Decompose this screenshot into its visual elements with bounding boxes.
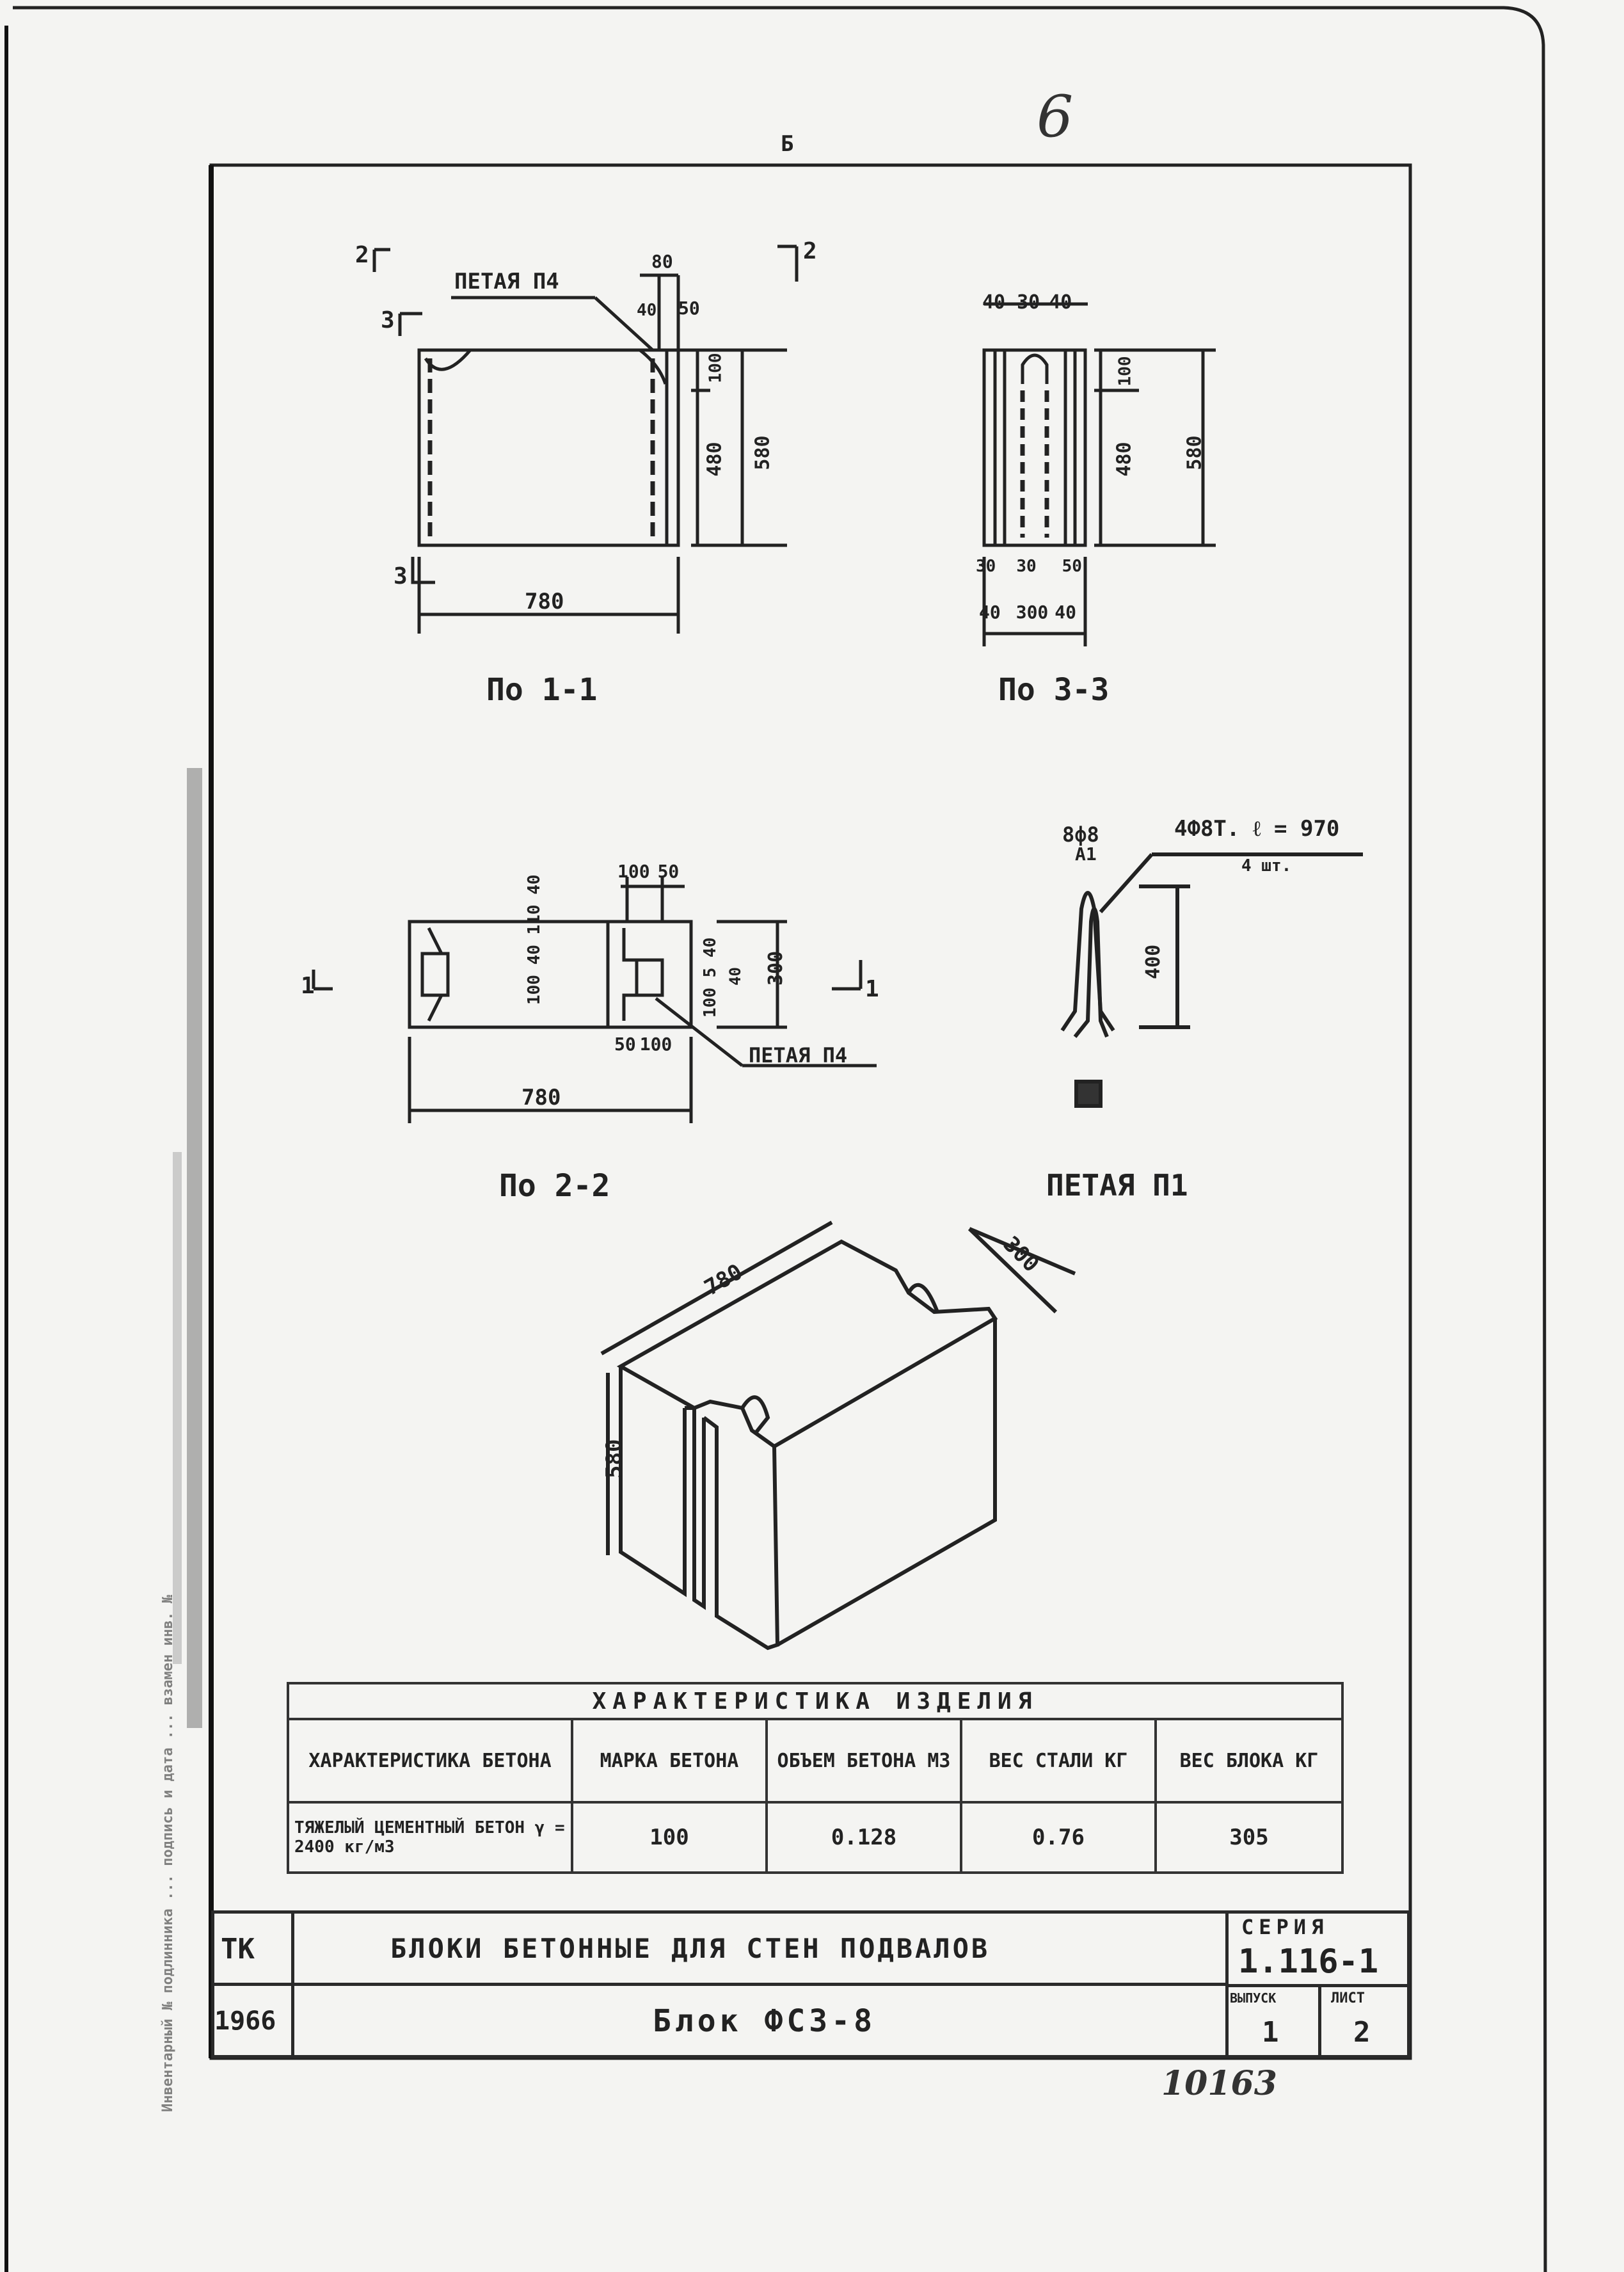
- iso-dim-780: 780: [700, 1259, 747, 1301]
- view-2-dim-top: [617, 861, 679, 882]
- loop-spec-top: 8ф8: [1062, 822, 1099, 847]
- sheet-letter: Б: [781, 131, 794, 157]
- view-2-caption: По 2-2: [499, 1168, 610, 1204]
- view-2-dim-40a: 40: [525, 945, 544, 965]
- view-3-dim-100: 100: [1115, 356, 1135, 387]
- view-3-dim-40c: 40: [979, 602, 1001, 623]
- view-2-dim-40b: 40: [525, 874, 544, 895]
- loop-caption: ПЕТАЯ П1: [1046, 1168, 1188, 1203]
- title-block-row-divider: [211, 1983, 1229, 1986]
- title-block-org: ТК: [221, 1933, 255, 1965]
- view-3-dim-580: 580: [1183, 435, 1206, 470]
- view-2-dim-bottom: [614, 1034, 672, 1055]
- view-2-dim-40c: 40: [701, 937, 720, 958]
- view-2-dim-50b: 50: [614, 1034, 636, 1055]
- section-mark-3-top: 3: [381, 307, 395, 333]
- view-3-dim-30b: 30: [1016, 557, 1037, 576]
- section-mark-3-bottom: 3: [394, 563, 408, 589]
- title-block-title: БЛОКИ БЕТОННЫЕ ДЛЯ СТЕН ПОДВАЛОВ: [390, 1933, 991, 1964]
- view-3-dim-top: [982, 291, 1072, 314]
- view-3-dim-30: 30: [1017, 291, 1040, 314]
- view-2-dim-300: 300: [765, 950, 787, 986]
- spec-cell-concrete-type: ТЯЖЕЛЫЙ ЦЕМЕНТНЫЙ БЕТОН γ = 2400 кг/м3: [288, 1802, 572, 1873]
- view-2-dim-100d: 100: [639, 1034, 673, 1055]
- loop-dim-400: 400: [1142, 944, 1165, 979]
- section-mark-2-left: 2: [355, 242, 369, 268]
- spec-header-block-weight: ВЕС БЛОКА КГ: [1156, 1719, 1342, 1802]
- view-3-dim-480: 480: [1113, 442, 1136, 477]
- view-1-dim-40: 40: [637, 301, 657, 320]
- product-spec-table: [287, 1682, 1344, 1874]
- title-block-issue-divider: [1318, 1984, 1321, 2058]
- view-1-dim-780: 780: [525, 589, 564, 614]
- title-block-sheet-value: 2: [1353, 2016, 1371, 2049]
- view-1-dim-100: 100: [706, 353, 726, 383]
- spec-cell-block-weight: 305: [1156, 1802, 1342, 1873]
- view-3-dim-bottom-row2: [979, 602, 1076, 623]
- view-3-dim-50: 50: [1062, 557, 1082, 576]
- title-block-issue-value: 1: [1262, 2016, 1279, 2049]
- spec-cell-concrete-volume: 0.128: [767, 1802, 961, 1873]
- view-1-dim-580: 580: [751, 435, 774, 470]
- title-block-col-divider-left: [291, 1910, 294, 2058]
- section-mark-2-right: 2: [803, 238, 817, 264]
- loop-spec-callout-sub: 4 шт.: [1241, 856, 1292, 876]
- title-block-year: 1966: [214, 2006, 276, 2036]
- title-block-subtitle: Блок ФС3-8: [653, 2003, 876, 2039]
- section-mark-1-right: 1: [865, 976, 879, 1002]
- view-2-dim-100c: 100: [701, 988, 720, 1018]
- view-1-dim-480: 480: [703, 442, 726, 477]
- handwritten-page-number: 6: [1037, 83, 1074, 150]
- spec-table-title: ХАРАКТЕРИСТИКА ИЗДЕЛИЯ: [288, 1683, 1342, 1719]
- title-block-series-value: 1.116-1: [1238, 1942, 1379, 1981]
- view-3-dim-300: 300: [1015, 602, 1049, 623]
- title-block-series-label: СЕРИЯ: [1241, 1915, 1329, 1939]
- view-3-dim-40b: 40: [1049, 291, 1072, 314]
- archive-stamp-number: 10163: [1161, 2064, 1277, 2103]
- view-1-dim-80: 80: [651, 251, 673, 272]
- loop-spec-callout: 4Ф8Т. ℓ = 970: [1174, 816, 1340, 842]
- spec-header-steel-weight: ВЕС СТАЛИ КГ: [961, 1719, 1156, 1802]
- view-1-caption: По 1-1: [486, 672, 598, 708]
- title-block-sheet-label: ЛИСТ: [1331, 1990, 1365, 2006]
- spec-cell-concrete-grade: 100: [572, 1802, 767, 1873]
- section-mark-1-left: 1: [301, 973, 315, 999]
- iso-dim-580: 580: [601, 1439, 627, 1478]
- view-2-dim-right-stack: [701, 938, 720, 1018]
- view-2-dim-780: 780: [521, 1085, 561, 1110]
- spec-header-concrete-volume: ОБЪЕМ БЕТОНА М3: [767, 1719, 961, 1802]
- spec-header-concrete-grade: МАРКА БЕТОНА: [572, 1719, 767, 1802]
- view-2-dim-5: 5: [701, 967, 720, 978]
- view-3-dim-40a: 40: [982, 291, 1006, 314]
- view-3-dim-bottom-row1: [976, 557, 1082, 576]
- view-3-dim-30a: 30: [976, 557, 996, 576]
- spec-header-concrete-type: ХАРАКТЕРИСТИКА БЕТОНА: [288, 1719, 572, 1802]
- view-2-dim-100: 100: [617, 861, 650, 882]
- loop-spec-sub: А1: [1075, 844, 1097, 865]
- view-2-loop-callout: ПЕТАЯ П4: [749, 1043, 848, 1068]
- left-margin-stamp-text: Инвентарный № подлинника ... подпись и дата ... взамен инв. №: [160, 1595, 176, 2112]
- view-3-caption: По 3-3: [998, 672, 1110, 708]
- view-2-dim-110: 110: [525, 904, 544, 935]
- view-1-loop-callout: ПЕТАЯ П4: [454, 269, 559, 294]
- view-1-dim-50: 50: [678, 298, 700, 319]
- title-block-issue-label: ВЫПУСК: [1230, 1990, 1277, 2006]
- view-2-dim-50: 50: [657, 861, 680, 882]
- iso-dim-300: 300: [998, 1231, 1044, 1277]
- view-3-dim-40d: 40: [1055, 602, 1077, 623]
- spec-cell-steel-weight: 0.76: [961, 1802, 1156, 1873]
- view-2-dim-left-stack: [525, 874, 544, 1005]
- view-2-dim-100b: 100: [525, 975, 544, 1005]
- view-2-dim-40d: 40: [726, 967, 744, 986]
